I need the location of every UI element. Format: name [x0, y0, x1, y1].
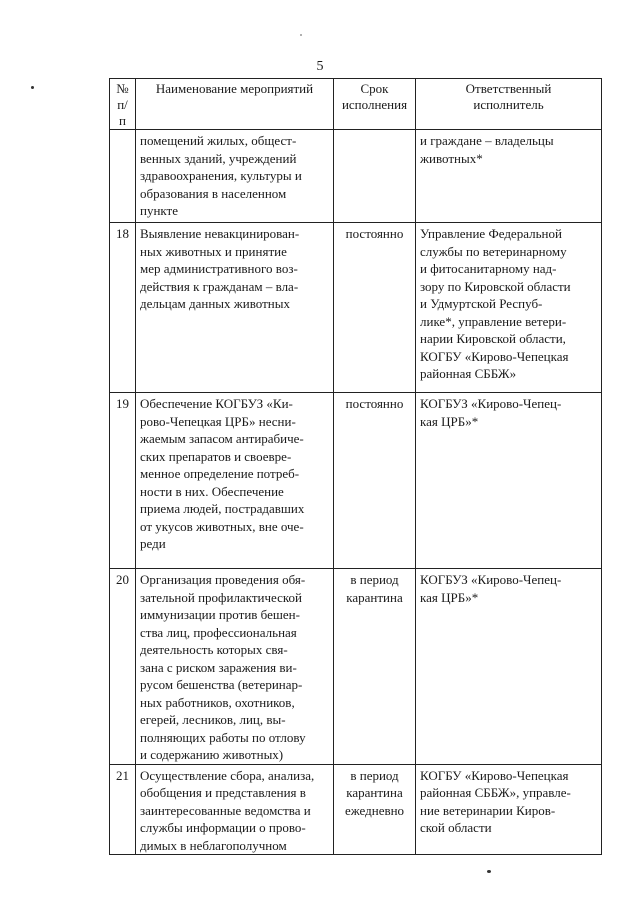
activity-name-line: обобщения и представления в	[140, 785, 306, 800]
responsible-executor-line: КОГБУЗ «Кирово-Чепец-	[420, 396, 562, 411]
activity-name-line: зательной профилактической	[140, 589, 302, 605]
table-row	[110, 764, 602, 855]
row-number	[110, 130, 136, 223]
responsible-executor-line: кая ЦРБ»*	[420, 413, 479, 429]
execution-term-line: постоянно	[345, 226, 404, 241]
activity-name-line: дельцам данных животных	[140, 296, 290, 311]
activity-name-line: русом бешенства (ветеринар-	[140, 677, 303, 692]
activity-name-line: деятельность которых свя-	[140, 642, 288, 657]
responsible-executor-line: КОГБУЗ «Кирово-Чепец-	[420, 572, 562, 587]
header-num	[110, 79, 136, 130]
responsible-executor-line: животных*	[420, 150, 483, 166]
activity-name-line: ства лиц, профессиональная	[140, 624, 297, 640]
activity-name-line: действия к гражданам – вла-	[140, 278, 299, 294]
activity-name-line: мер административного воз-	[140, 261, 298, 276]
activity-name-line: димых в неблагополучном	[140, 837, 287, 853]
activity-name-line: ности в них. Обеспечение	[140, 483, 284, 499]
header-name	[136, 79, 334, 130]
header-term-line: Срок	[360, 81, 389, 96]
responsible-executor-line: кая ЦРБ»*	[420, 589, 479, 605]
activity-name-line: ных животных и принятие	[140, 243, 287, 259]
header-name-line: Наименование мероприятий	[155, 81, 314, 96]
scan-speck	[31, 86, 34, 89]
activity-name-line: образования в населенном	[140, 185, 287, 201]
activity-name-line: венных зданий, учреждений	[140, 150, 297, 166]
header-num-line: №	[116, 81, 129, 96]
responsible-executor-line: нарии Кировской области,	[420, 331, 566, 346]
scan-speck	[487, 870, 491, 873]
activity-name-line: Выявление невакцинирован-	[140, 226, 300, 241]
responsible-executor-line: ской области	[420, 820, 492, 835]
execution-term-line: ежедневно	[344, 802, 405, 818]
activity-name-line: Осуществление сбора, анализа,	[140, 767, 315, 783]
execution-term	[334, 393, 416, 569]
page-number: 5	[316, 59, 324, 74]
responsible-executor	[416, 764, 602, 855]
execution-term-line: карантина	[346, 785, 403, 800]
activity-name-line: реди	[140, 536, 166, 551]
row-number: 20	[110, 569, 136, 765]
execution-term	[334, 764, 416, 855]
responsible-executor	[416, 223, 602, 393]
activity-name-line: и содержанию животных)	[140, 747, 284, 762]
responsible-executor-line: КОГБУ «Кирово-Чепецкая	[420, 348, 569, 364]
execution-term	[334, 130, 416, 223]
activity-name	[136, 764, 334, 855]
responsible-executor	[416, 393, 602, 569]
header-responsible-line: Ответственный	[465, 81, 552, 96]
header-responsible	[416, 79, 602, 130]
activity-name-line: от укусов животных, вне оче-	[140, 518, 304, 534]
activity-name-line: зана с риском заражения ви-	[140, 659, 297, 675]
execution-term-line: в период	[350, 767, 399, 783]
row-number: 21	[110, 764, 136, 855]
activity-name-line: менное определение потреб-	[140, 466, 300, 481]
plan-table	[109, 78, 602, 855]
activity-name	[136, 569, 334, 765]
execution-term-line: в период	[350, 572, 399, 587]
activity-name-line: помещений жилых, общест-	[140, 133, 297, 148]
responsible-executor-line: Управление Федеральной	[420, 226, 562, 241]
activity-name-line: иммунизации против бешен-	[140, 607, 300, 622]
activity-name-line: жаемым запасом антирабиче-	[140, 431, 304, 446]
activity-name-line: егерей, лесников, лиц, вы-	[140, 712, 286, 727]
header-term-line: исполнения	[341, 97, 408, 112]
header-responsible-line: исполнитель	[473, 97, 544, 112]
activity-name-line: Организация проведения обя-	[140, 572, 306, 587]
activity-name-line: приема людей, пострадавших	[140, 501, 305, 516]
activity-name-line: пункте	[140, 203, 179, 218]
activity-name-line: Обеспечение КОГБУЗ «Ки-	[140, 396, 293, 411]
activity-name-line: заинтересованные ведомства и	[140, 802, 311, 818]
responsible-executor-line: службы по ветеринарному	[420, 243, 567, 259]
activity-name-line: ных работников, охотников,	[140, 694, 295, 710]
activity-name	[136, 223, 334, 393]
row-number: 19	[110, 393, 136, 569]
table-row	[110, 223, 602, 393]
scan-speck	[300, 34, 302, 36]
responsible-executor-line: КОГБУ «Кирово-Чепецкая	[420, 767, 569, 783]
header-term	[334, 79, 416, 130]
activity-name-line: полняющих работы по отлову	[140, 729, 306, 745]
row-number: 18	[110, 223, 136, 393]
activity-name	[136, 393, 334, 569]
responsible-executor-line: и граждане – владельцы	[420, 133, 554, 148]
execution-term	[334, 569, 416, 765]
table-row	[110, 393, 602, 569]
header-num-line: п/п	[117, 97, 128, 128]
responsible-executor	[416, 130, 602, 223]
table-header-row	[110, 79, 602, 130]
activity-name	[136, 130, 334, 223]
execution-term-line: постоянно	[345, 396, 404, 411]
responsible-executor-line: лике*, управление ветери-	[420, 313, 567, 329]
responsible-executor-line: и фитосанитарному над-	[420, 261, 557, 276]
execution-term-line: карантина	[346, 589, 403, 605]
execution-term	[334, 223, 416, 393]
responsible-executor	[416, 569, 602, 765]
table-row	[110, 130, 602, 223]
table-row	[110, 569, 602, 765]
responsible-executor-line: и Удмуртской Респуб-	[420, 296, 543, 311]
activity-name-line: службы информации о прово-	[140, 820, 306, 835]
responsible-executor-line: районная СББЖ», управле-	[420, 785, 571, 800]
responsible-executor-line: зору по Кировской области	[420, 278, 571, 294]
activity-name-line: рово-Чепецкая ЦРБ» несни-	[140, 413, 296, 429]
responsible-executor-line: ние ветеринарии Киров-	[420, 802, 556, 818]
responsible-executor-line: районная СББЖ»	[420, 366, 517, 381]
activity-name-line: ских препаратов и своевре-	[140, 448, 292, 464]
activity-name-line: здравоохранения, культуры и	[140, 168, 302, 183]
